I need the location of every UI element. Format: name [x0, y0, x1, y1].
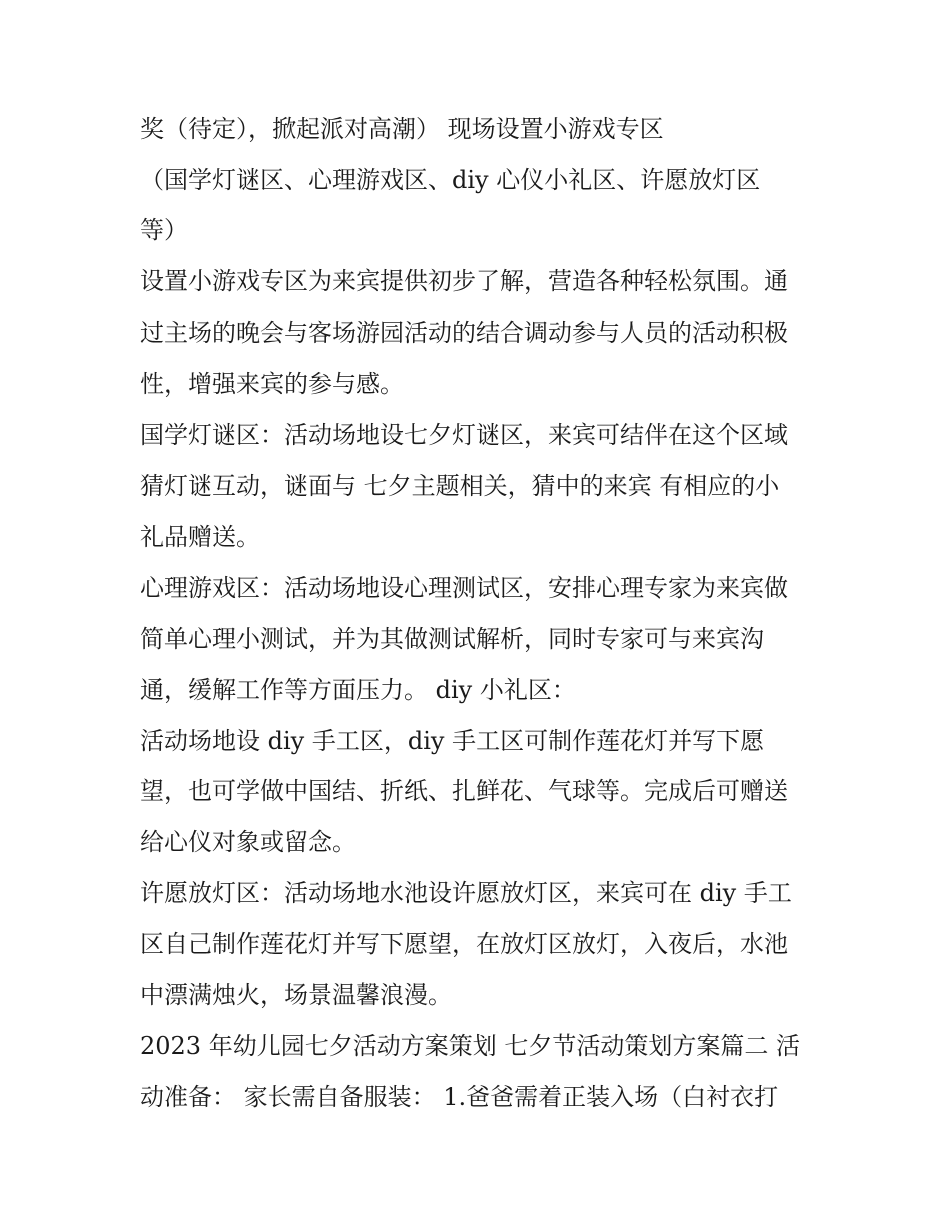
text-line-10: 心理游戏区：活动场地设心理测试区，安排心理专家为来宾做 [140, 574, 788, 602]
text-line-9: 礼品赠送。 [140, 523, 260, 551]
text-line-6: 性，增强来宾的参与感。 [140, 370, 404, 398]
text-line-3: 等） [140, 216, 188, 244]
text-line-4: 设置小游戏专区为来宾提供初步了解，营造各种轻松氛围。通 [140, 267, 788, 295]
text-line-18: 中漂满烛火，场景温馨浪漫。 [140, 981, 452, 1009]
text-line-13: 活动场地设 diy 手工区，diy 手工区可制作莲花灯并写下愿 [140, 727, 765, 755]
text-line-5: 过主场的晚会与客场游园活动的结合调动参与人员的活动积极 [140, 319, 788, 347]
text-line-14: 望，也可学做中国结、折纸、扎鲜花、气球等。完成后可赠送 [140, 777, 788, 805]
text-line-16: 许愿放灯区：活动场地水池设许愿放灯区，来宾可在 diy 手工 [140, 879, 792, 907]
text-line-7: 国学灯谜区：活动场地设七夕灯谜区，来宾可结伴在这个区域 [140, 421, 788, 449]
text-line-11: 简单心理小测试，并为其做测试解析，同时专家可与来宾沟 [140, 625, 764, 653]
text-line-12: 通，缓解工作等方面压力。 diy 小礼区： [140, 676, 576, 704]
text-line-8: 猜灯谜互动，谜面与 七夕主题相关，猜中的来宾 有相应的小 [140, 472, 780, 500]
text-line-2: （国学灯谜区、心理游戏区、diy 心仪小礼区、许愿放灯区 [140, 166, 761, 194]
text-line-15: 给心仪对象或留念。 [140, 828, 356, 856]
text-line-17: 区自己制作莲花灯并写下愿望，在放灯区放灯，入夜后，水池 [140, 930, 788, 958]
text-line-20: 动准备： 家长需自备服装： 1.爸爸需着正装入场（白衬衣打 [140, 1083, 779, 1111]
text-line-1: 奖（待定），掀起派对高潮） 现场设置小游戏专区 [140, 115, 664, 143]
text-line-19: 2023 年幼儿园七夕活动方案策划 七夕节活动策划方案篇二 活 [140, 1032, 800, 1060]
